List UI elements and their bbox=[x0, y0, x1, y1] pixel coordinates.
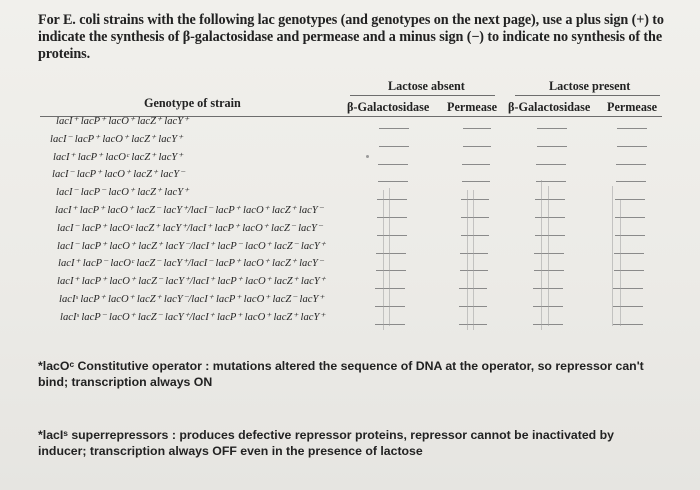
genotype-row-label: lacI⁻ lacP⁺ lacO⁺ lacZ⁺ lacY⁻ bbox=[52, 169, 185, 181]
absent-bgal-header: β-Galactosidase bbox=[347, 100, 430, 114]
genotype-row-label: lacI⁺ lacP⁻ lacOᶜ lacZ⁻ lacY⁺/lacI⁻ lacP⁺ lacO⁺ lacZ⁺ lacY⁻ bbox=[58, 258, 324, 270]
genotype-row-label: lacI⁻ lacP⁺ lacO⁺ lacZ⁺ lacY⁺ bbox=[50, 133, 183, 145]
absent-permease-answer-blank[interactable] bbox=[463, 128, 491, 129]
pencil-mark bbox=[620, 200, 621, 326]
absent-bgal-answer-blank[interactable] bbox=[378, 164, 408, 165]
present-permease-answer-blank[interactable] bbox=[617, 128, 647, 129]
genotype-row-label: lacI⁺ lacP⁺ lacOᶜ lacZ⁺ lacY⁺ bbox=[53, 151, 183, 163]
genotype-header: Genotype of strain bbox=[144, 96, 241, 110]
lactose-present-rule bbox=[515, 95, 660, 96]
present-permease-answer-blank[interactable] bbox=[614, 270, 644, 271]
present-permease-answer-blank[interactable] bbox=[616, 164, 646, 165]
present-bgal-answer-blank[interactable] bbox=[536, 164, 566, 165]
present-permease-answer-blank[interactable] bbox=[613, 306, 643, 307]
pencil-mark bbox=[389, 188, 390, 326]
genotype-row-label: lacI⁺ lacP⁺ lacO⁺ lacZ⁻ lacY⁺/lacI⁻ lacP⁺ lacO⁺ lacZ⁺ lacY⁻ bbox=[55, 205, 324, 216]
absent-bgal-answer-blank[interactable] bbox=[375, 288, 405, 289]
absent-bgal-answer-blank[interactable] bbox=[377, 235, 407, 236]
genotype-row-label: lacI⁺ lacP⁺ lacO⁺ lacZ⁺ lacY⁺ bbox=[56, 116, 189, 127]
present-permease-header: Permease bbox=[607, 100, 658, 114]
genotype-row-label: lacI⁺ lacP⁺ lacO⁺ lacZ⁻ lacY⁺/lacI⁺ lacP⁺ lacO⁺ lacZ⁺ lacY⁺ bbox=[57, 276, 326, 288]
pencil-mark bbox=[383, 190, 384, 330]
absent-permease-answer-blank[interactable] bbox=[462, 181, 490, 182]
lactose-present-header: Lactose present bbox=[549, 79, 631, 93]
absent-bgal-answer-blank[interactable] bbox=[376, 253, 406, 254]
absent-bgal-answer-blank[interactable] bbox=[379, 128, 409, 129]
pencil-mark bbox=[541, 180, 542, 330]
absent-permease-answer-blank[interactable] bbox=[461, 199, 489, 200]
absent-permease-answer-blank[interactable] bbox=[461, 235, 489, 236]
absent-permease-answer-blank[interactable] bbox=[460, 253, 488, 254]
absent-bgal-answer-blank[interactable] bbox=[375, 306, 405, 307]
pencil-dot bbox=[366, 155, 369, 158]
lactose-absent-header: Lactose absent bbox=[388, 79, 465, 93]
present-bgal-answer-blank[interactable] bbox=[535, 235, 565, 236]
present-bgal-answer-blank[interactable] bbox=[534, 253, 564, 254]
present-permease-answer-blank[interactable] bbox=[617, 146, 647, 147]
genotype-row-label: lacI⁻ lacP⁺ lacO⁺ lacZ⁺ lacY⁻/lacI⁺ lacP⁻ lacO⁺ lacZ⁻ lacY⁺ bbox=[57, 240, 326, 252]
present-bgal-answer-blank[interactable] bbox=[537, 128, 567, 129]
absent-permease-answer-blank[interactable] bbox=[463, 146, 491, 147]
absent-bgal-answer-blank[interactable] bbox=[378, 181, 408, 182]
present-permease-answer-blank[interactable] bbox=[616, 181, 646, 182]
absent-bgal-answer-blank[interactable] bbox=[376, 270, 406, 271]
genotype-row-label: lacIˢ lacP⁺ lacO⁺ lacZ⁺ lacY⁻/lacI⁺ lacP⁺ lacO⁺ lacZ⁻ lacY⁺ bbox=[59, 294, 324, 305]
pencil-mark bbox=[473, 190, 474, 330]
genotype-row-label: lacIˢ lacP⁻ lacO⁺ lacZ⁻ lacY⁺/lacI⁺ lacP⁺ lacO⁺ lacZ⁺ lacY⁺ bbox=[60, 311, 325, 323]
absent-permease-answer-blank[interactable] bbox=[462, 164, 490, 165]
genotype-row-label: lacI⁻ lacP⁺ lacOᶜ lacZ⁺ lacY⁺/lacI⁺ lacP⁺ lacO⁺ lacZ⁻ lacY⁻ bbox=[57, 222, 323, 234]
absent-permease-header: Permease bbox=[447, 100, 498, 114]
absent-permease-answer-blank[interactable] bbox=[461, 217, 489, 218]
present-permease-answer-blank[interactable] bbox=[614, 253, 644, 254]
pencil-mark bbox=[467, 190, 468, 330]
present-bgal-answer-blank[interactable] bbox=[535, 199, 565, 200]
present-permease-answer-blank[interactable] bbox=[613, 288, 643, 289]
pencil-mark bbox=[548, 186, 549, 326]
pencil-mark bbox=[612, 186, 613, 326]
genotype-row-label: lacI⁻ lacP⁻ lacO⁺ lacZ⁺ lacY⁺ bbox=[56, 187, 189, 199]
present-bgal-header: β-Galactosidase bbox=[508, 100, 591, 114]
absent-bgal-answer-blank[interactable] bbox=[379, 146, 409, 147]
absent-bgal-answer-blank[interactable] bbox=[377, 217, 407, 218]
lactose-absent-rule bbox=[350, 95, 495, 96]
present-bgal-answer-blank[interactable] bbox=[537, 146, 567, 147]
constitutive-operator-note: *lacOᶜ Constitutive operator : mutations altered the sequence of DNA at the operator, so repressor can't bind; transcription always ON bbox=[38, 359, 644, 389]
instructions-text: For E. coli strains with the following lac genotypes (and genotypes on the next page), use a plus sign (+) to indicate the synthesis of β-galactosidase and permease and a minus sign (−) to indicate no synthesis of the proteins. bbox=[38, 12, 664, 62]
superrepressor-note: *lacIˢ superrepressors : produces defective repressor proteins, repressor cannot be inactivated by inducer; transcription always OFF even in the presence of lactose bbox=[38, 428, 614, 458]
present-bgal-answer-blank[interactable] bbox=[535, 217, 565, 218]
present-permease-answer-blank[interactable] bbox=[613, 324, 643, 325]
absent-bgal-answer-blank[interactable] bbox=[377, 199, 407, 200]
